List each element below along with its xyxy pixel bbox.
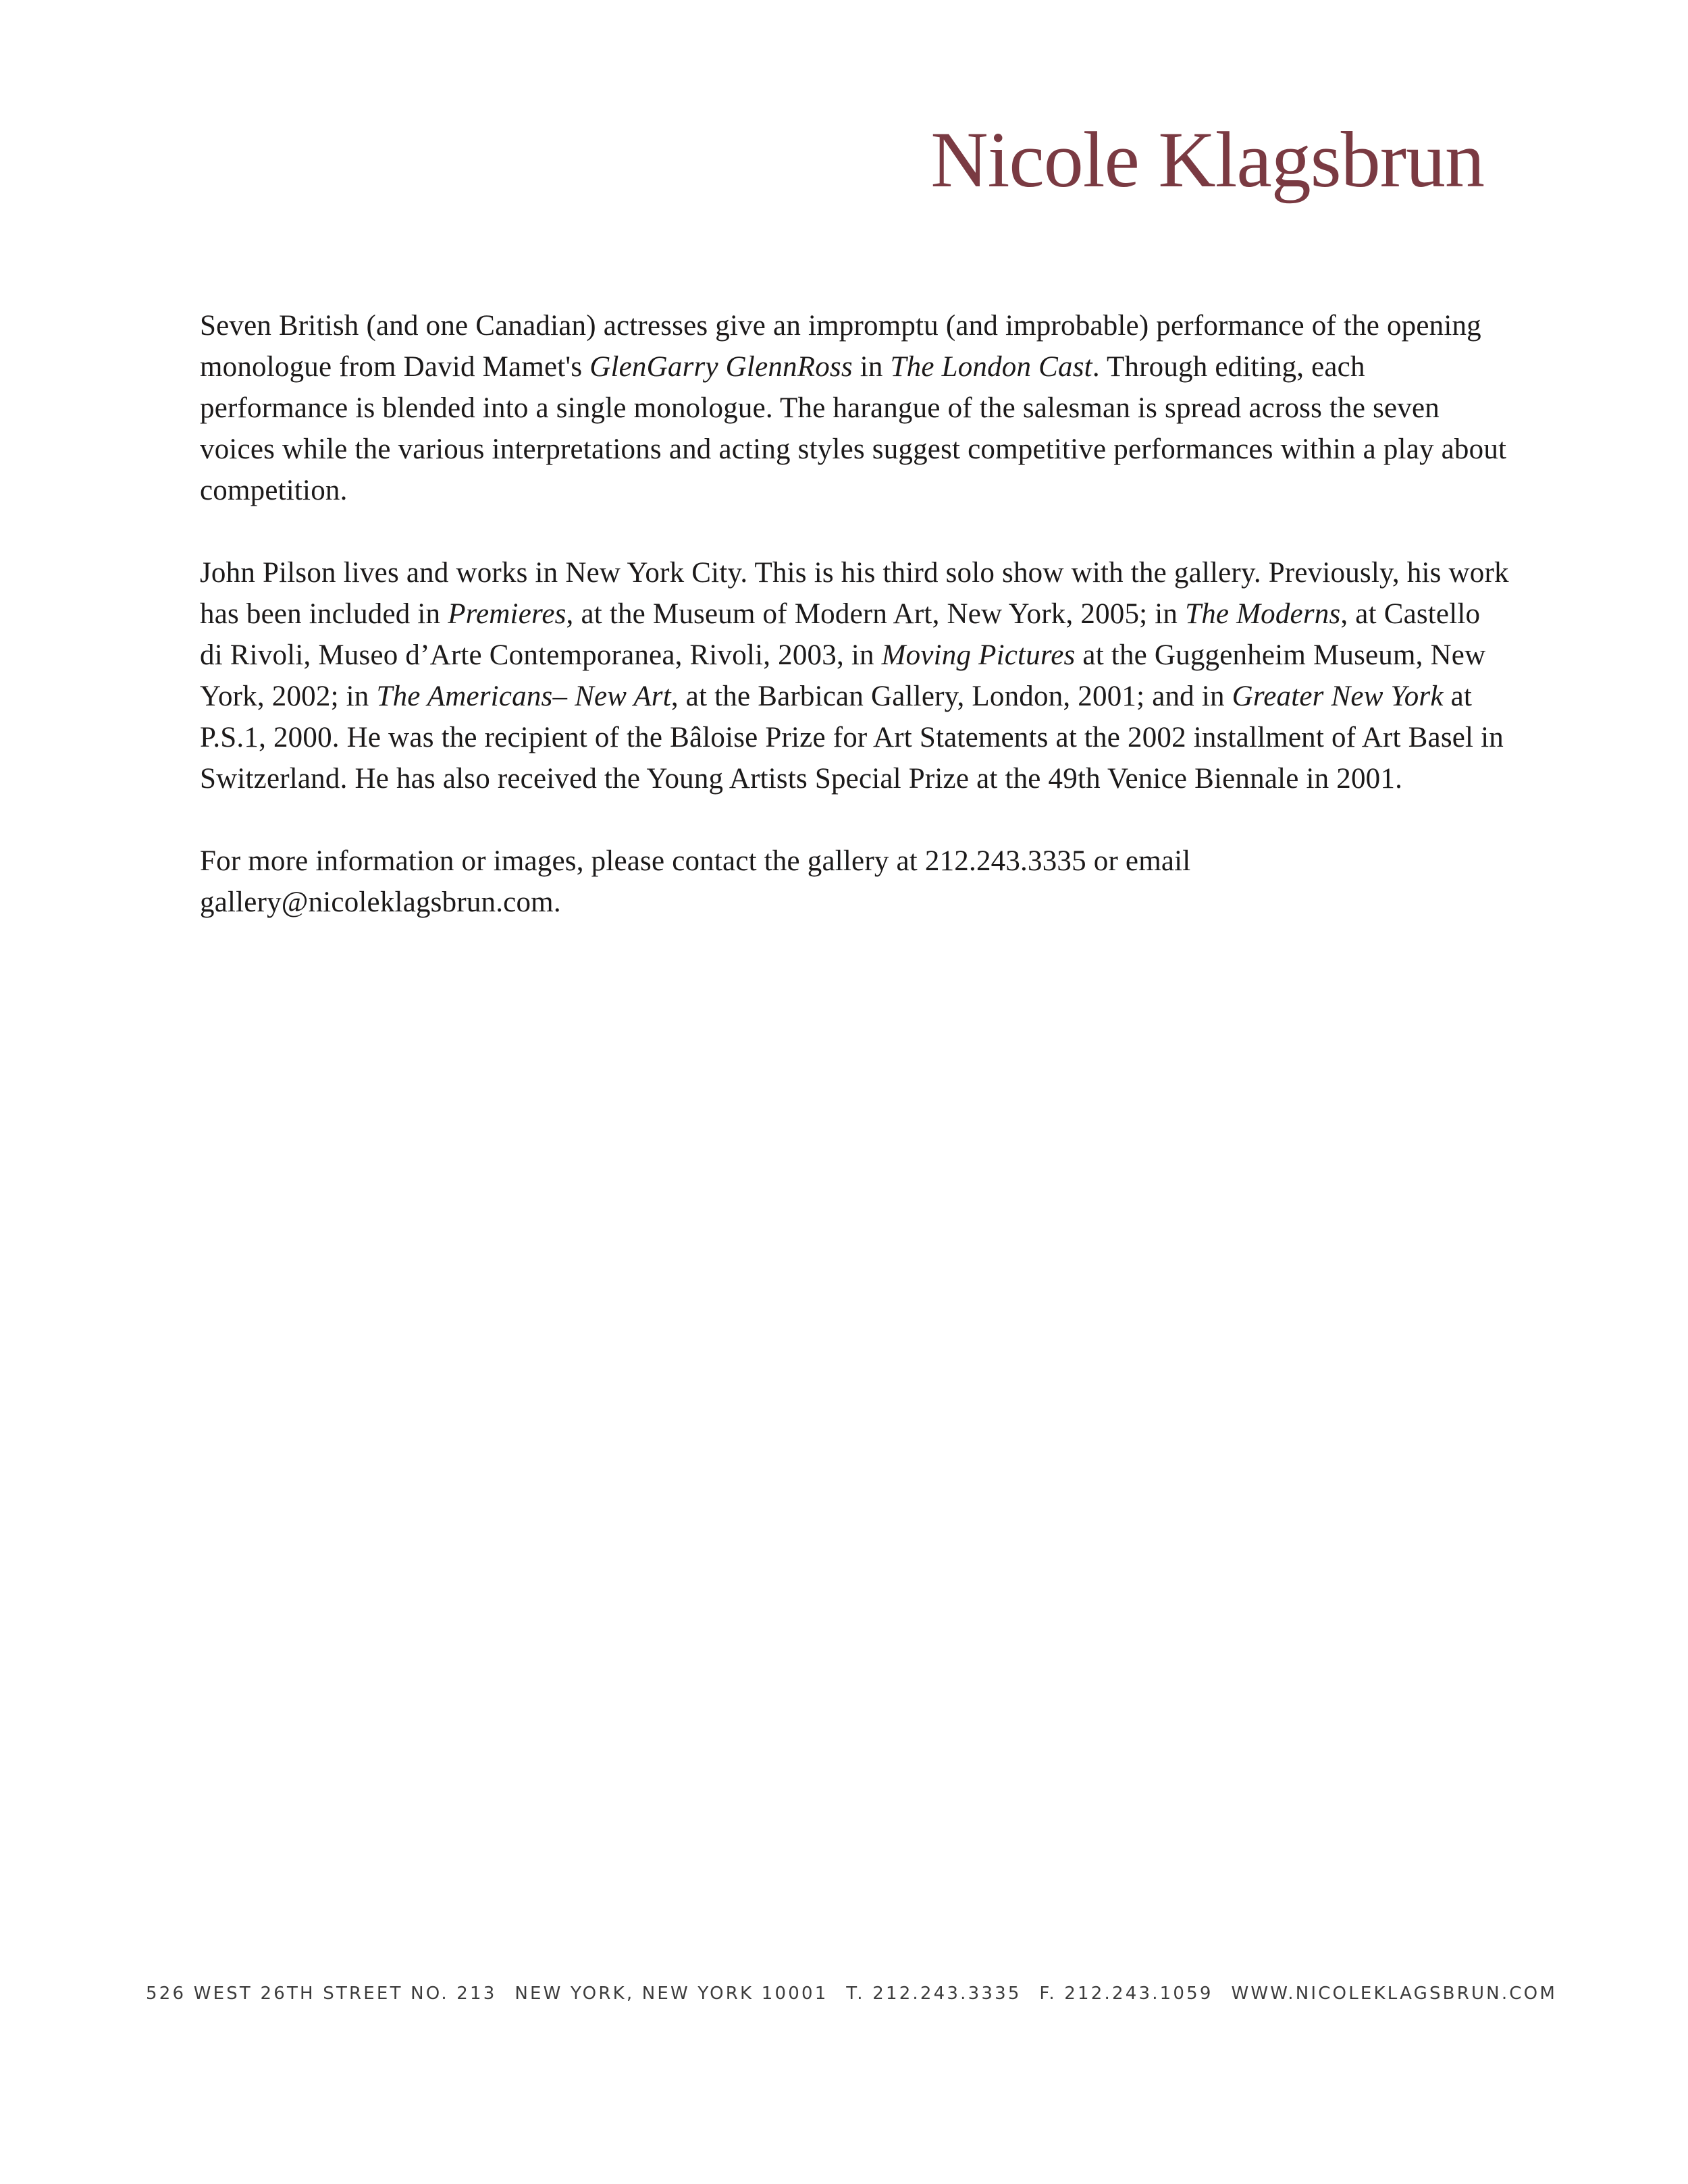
title-greater-new-york: Greater New York — [1232, 681, 1444, 712]
title-london-cast: The London Cast — [890, 351, 1092, 383]
footer-address: 526 WEST 26TH STREET NO. 213 — [146, 1983, 497, 2004]
press-release-body — [200, 305, 1510, 964]
letterhead-footer — [146, 1983, 1557, 2004]
paragraph-contact: For more information or images, please contact the gallery at 212.243.3335 or email gallery@nicoleklagsbrun.com. — [200, 845, 1191, 918]
title-the-moderns: The Moderns — [1185, 598, 1341, 630]
title-premieres: Premieres — [448, 598, 566, 630]
footer-city: NEW YORK, NEW YORK 10001 — [515, 1983, 828, 2004]
paragraph-artist-bio: John Pilson lives and works in New York City. This is his third solo show with the gallery. Previously, his work has been included in Premieres, at the Museum of Modern Art, New York, 2005; in The Moderns, at Castello di Rivoli, Museo d’Arte Contemporanea, Rivoli, 2003, in Moving Pictures at the Guggenheim Museum, New York, 2002; in The Americans– New Art, at the Barbican Gallery, London, 2001; and in Greater New York at P.S.1, 2000. He was the recipient of the Bâloise Prize for Art Statements at the 2002 installment of Art Basel in Switzerland. He has also received the Young Artists Special Prize at the 49th Venice Biennale in 2001. — [200, 557, 1509, 795]
title-glengarry: GlenGarry GlennRoss — [589, 351, 853, 383]
title-the-americans: The Americans– New Art — [376, 681, 671, 712]
footer-website-link[interactable]: WWW.NICOLEKLAGSBRUN.COM — [1231, 1983, 1557, 2004]
title-moving-pictures: Moving Pictures — [881, 639, 1076, 671]
footer-telephone: T. 212.243.3335 — [846, 1983, 1022, 2004]
footer-fax: F. 212.243.1059 — [1039, 1983, 1213, 2004]
paragraph-performance: Seven British (and one Canadian) actresses give an impromptu (and improbable) performance of the opening monologue from David Mamet's GlenGarry GlennRoss in The London Cast. Through editing, each performance is blended into a single monologue. The harangue of the salesman is spread across the seven voices while the various interpretations and acting styles suggest competitive performances within a play about competition. — [200, 310, 1507, 506]
gallery-letterhead-title: Nicole Klagsbrun — [930, 115, 1484, 204]
